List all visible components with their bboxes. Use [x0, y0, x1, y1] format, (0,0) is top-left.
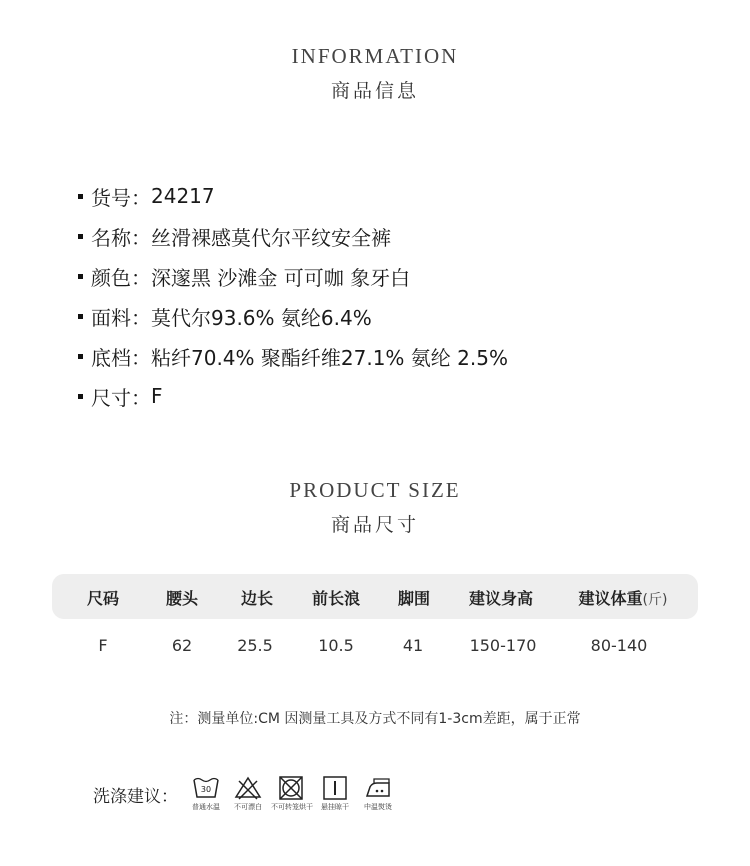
bullet-icon	[78, 234, 83, 239]
info-value: F	[151, 384, 163, 408]
iron-medium-icon	[364, 776, 392, 800]
header-weight-label: 建议体重	[578, 589, 643, 608]
info-separator: ：	[131, 305, 151, 330]
product-info-list	[78, 176, 508, 416]
info-separator: ：	[131, 185, 151, 210]
header-side-length: 边长	[240, 589, 274, 608]
care-caption: 普通水温	[192, 803, 220, 811]
info-separator: ：	[131, 345, 151, 370]
table-row	[52, 636, 698, 658]
info-item-crotch	[78, 336, 508, 376]
care-item-tumble	[271, 776, 311, 812]
product-size-title-zh: 商品尺寸	[330, 514, 419, 536]
cell-weight: 80-140	[590, 636, 648, 655]
cell-waist: 62	[171, 636, 193, 655]
cell-leg-opening: 41	[402, 636, 424, 655]
cell-front-rise: 10.5	[318, 636, 354, 655]
information-title-en: INFORMATION	[291, 44, 459, 68]
size-table-header	[52, 574, 698, 619]
care-item-iron	[358, 776, 398, 812]
info-separator: ：	[131, 265, 151, 290]
cell-side-length: 25.5	[237, 636, 273, 655]
info-value: 莫代尔93.6% 氨纶6.4%	[151, 305, 372, 330]
info-label: 颜色	[91, 265, 131, 290]
wash-30-icon	[192, 776, 220, 800]
care-label: 洗涤建议：	[93, 787, 178, 807]
info-label: 货号	[91, 185, 131, 210]
care-item-bleach	[228, 776, 268, 812]
header-leg-opening: 脚围	[397, 589, 431, 608]
measurement-note: 注：测量单位:CM 因测量工具及方式不同有1-3cm差距，属于正常	[169, 711, 581, 727]
care-caption: 悬挂晾干	[321, 803, 349, 811]
info-label: 名称	[91, 225, 131, 250]
header-height: 建议身高	[468, 589, 534, 608]
info-item-name	[78, 216, 508, 256]
info-value: 深邃黑 沙滩金 可可咖 象牙白	[151, 265, 411, 290]
product-size-title-en: PRODUCT SIZE	[289, 478, 461, 502]
info-separator: ：	[131, 225, 151, 250]
bullet-icon	[78, 314, 83, 319]
info-value: 粘纤70.4% 聚酯纤维27.1% 氨纶 2.5%	[151, 345, 508, 370]
bullet-icon	[78, 194, 83, 199]
info-item-size	[78, 376, 508, 416]
no-tumble-dry-icon	[277, 776, 305, 800]
information-title-zh: 商品信息	[330, 80, 419, 102]
cell-size: F	[98, 636, 108, 655]
info-value: 丝滑裸感莫代尔平纹安全裤	[151, 225, 391, 250]
info-item-colors	[78, 256, 508, 296]
weight-unit: (斤)	[642, 592, 668, 608]
care-caption: 中温熨烫	[364, 803, 392, 811]
bullet-icon	[78, 394, 83, 399]
no-bleach-icon	[234, 776, 262, 800]
info-value: 24217	[151, 184, 215, 208]
cell-height: 150-170	[469, 636, 537, 655]
header-waist: 腰头	[165, 589, 199, 608]
info-label: 底档	[91, 345, 131, 370]
header-size: 尺码	[86, 589, 120, 608]
bullet-icon	[78, 274, 83, 279]
wash-temp: 30	[200, 785, 212, 794]
info-item-fabric	[78, 296, 508, 336]
header-weight	[579, 586, 668, 609]
care-item-hang	[315, 776, 355, 812]
hang-dry-icon	[321, 776, 349, 800]
bullet-icon	[78, 354, 83, 359]
care-caption: 不可漂白	[234, 803, 262, 811]
care-item-wash	[186, 776, 226, 812]
care-caption: 不可转笼烘干	[271, 803, 313, 811]
info-separator: ：	[131, 385, 151, 410]
info-label: 面料	[91, 305, 131, 330]
info-label: 尺寸	[91, 385, 131, 410]
info-item-sku	[78, 176, 508, 216]
header-front-rise: 前长浪	[311, 589, 361, 608]
